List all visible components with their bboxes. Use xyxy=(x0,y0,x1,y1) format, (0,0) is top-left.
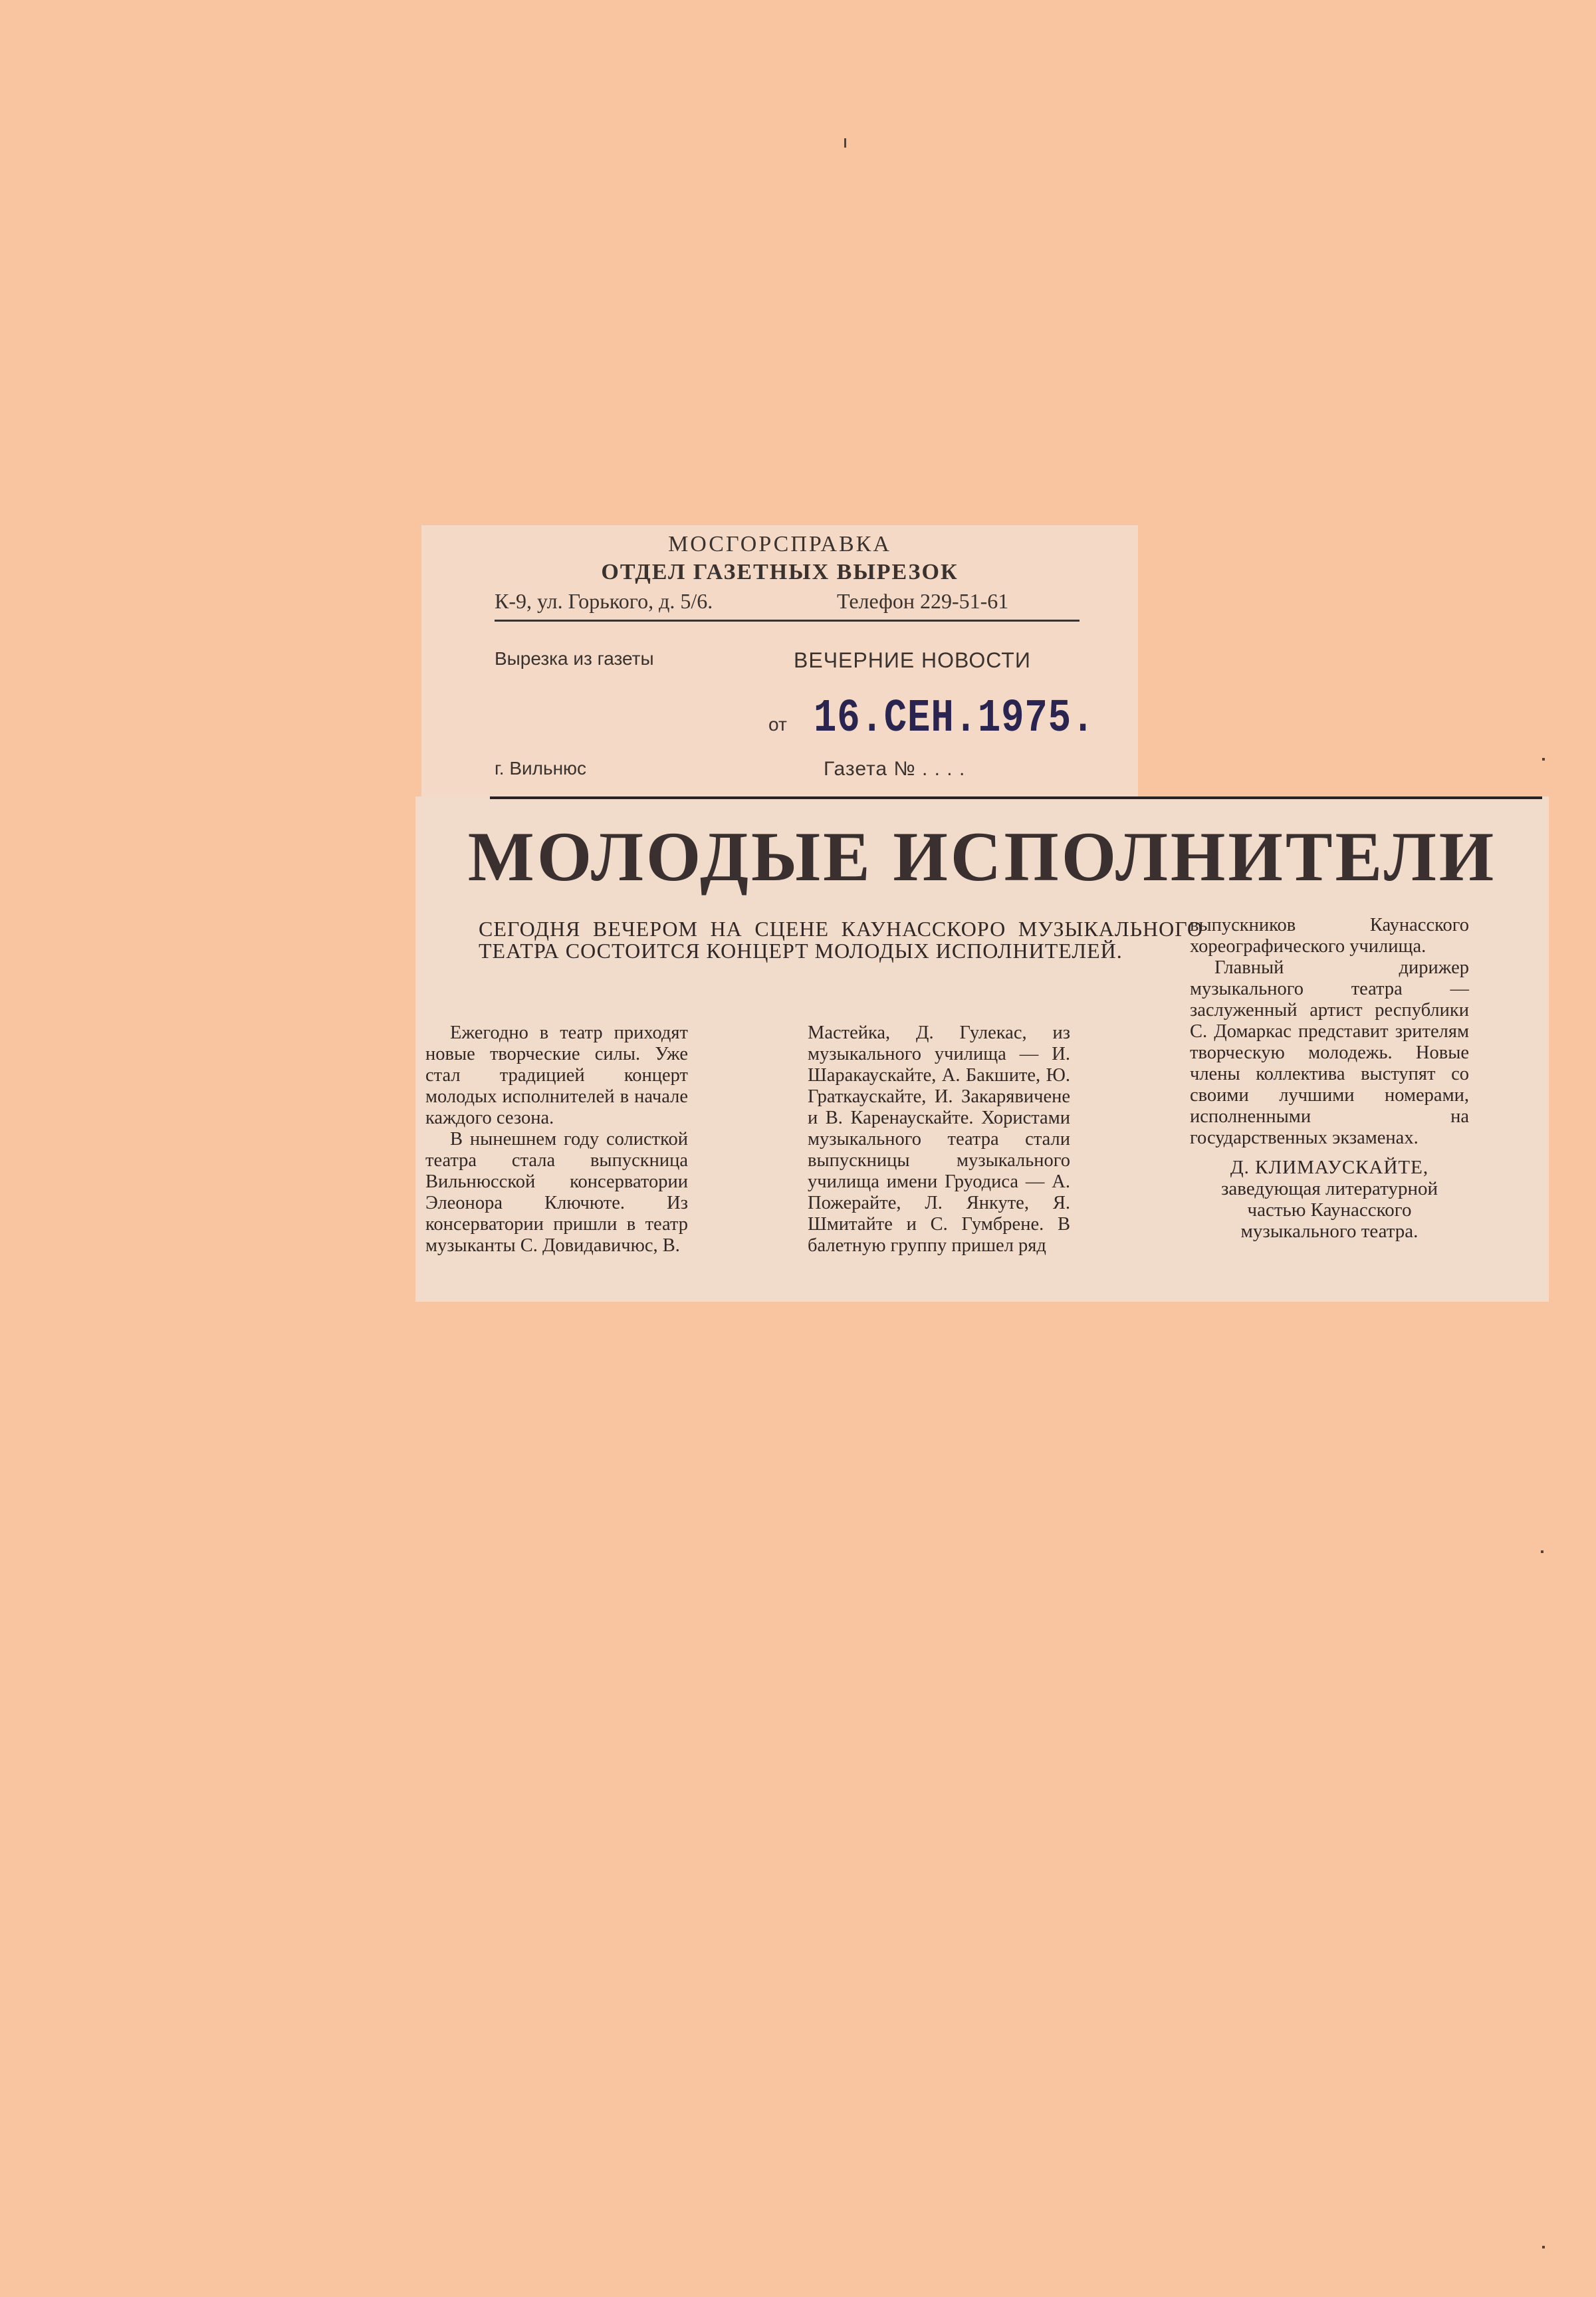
label-issue: Газета № . . . . xyxy=(824,758,966,780)
date-stamp: 16.СЕН.1975. xyxy=(814,693,1095,745)
label-clip-caption: Вырезка из газеты xyxy=(495,648,654,669)
paper-speck xyxy=(1541,1550,1543,1553)
label-org: МОСГОРСПРАВКА xyxy=(668,532,891,556)
paper-speck xyxy=(1542,2246,1545,2248)
label-paper-name: ВЕЧЕРНИЕ НОВОСТИ xyxy=(794,648,1031,672)
clipping-service-label xyxy=(421,525,1138,804)
label-department: ОТДЕЛ ГАЗЕТНЫХ ВЫРЕЗОК xyxy=(601,560,959,584)
article-paragraph: выпускников Каунасского хореографического училища. xyxy=(1190,915,1469,957)
paper-speck xyxy=(844,138,846,148)
article-column-2 xyxy=(808,1023,1070,1257)
article-paragraph: Главный дирижер музыкального театра — заслуженный артист республики С. Домаркас представит зрителям творческую молодежь. Новые члены коллектива выступят со своими лучшими номерами, исполненными на государственных экзаменах. xyxy=(1190,957,1469,1148)
author-title: частью Каунасского xyxy=(1247,1199,1412,1221)
article-paragraph: В нынешнем году солисткой театра стала выпускница Вильнюсской консерватории Элеонора Ключюте. Из консерватории пришли в театр музыканты С. Довидавичюс, В. xyxy=(425,1129,688,1256)
article-column-1 xyxy=(425,1023,688,1257)
label-city: г. Вильнюс xyxy=(495,758,587,779)
article-paragraph: Мастейка, Д. Гулекас, из музыкального училища — И. Шаракаускайте, А. Бакшите, Ю. Граткаускайте, И. Закарявичене и В. Каренаускайте. Хористами музыкального театра стали выпускницы музыкального училища имени Груодиса — А. Пожерайте, Л. Янкуте, Я. Шмитайте и С. Гумбрене. В балетную группу пришел ряд xyxy=(808,1023,1070,1256)
article-column-3 xyxy=(1190,915,1469,1242)
author-signature xyxy=(1190,1157,1469,1242)
paper-speck xyxy=(1542,758,1545,761)
label-address: К-9, ул. Горького, д. 5/6. xyxy=(495,589,713,613)
newspaper-clipping xyxy=(415,796,1549,1302)
article-headline: МОЛОДЫЕ ИСПОЛНИТЕЛИ xyxy=(467,818,1497,896)
author-title: заведующая литературной xyxy=(1220,1178,1438,1199)
clipping-top-rule xyxy=(490,796,1542,799)
article-paragraph: Ежегодно в театр приходят новые творческие силы. Уже стал традицией концерт молодых исполнителей в начале каждого сезона. xyxy=(425,1023,688,1128)
label-divider xyxy=(495,620,1080,622)
article-lead: СЕГОДНЯ ВЕЧЕРОМ НА СЦЕНЕ КАУНАССКОРО МУЗЫКАЛЬНОГО ТЕАТРА СОСТОИТСЯ КОНЦЕРТ МОЛОДЫХ ИСПОЛНИТЕЛЕЙ. xyxy=(479,917,1203,963)
author-name: Д. КЛИМАУСКАЙТЕ, xyxy=(1230,1157,1429,1178)
label-date-prefix: от xyxy=(768,714,787,735)
label-phone: Телефон 229-51-61 xyxy=(837,589,1009,613)
author-title: музыкального театра. xyxy=(1240,1221,1419,1242)
